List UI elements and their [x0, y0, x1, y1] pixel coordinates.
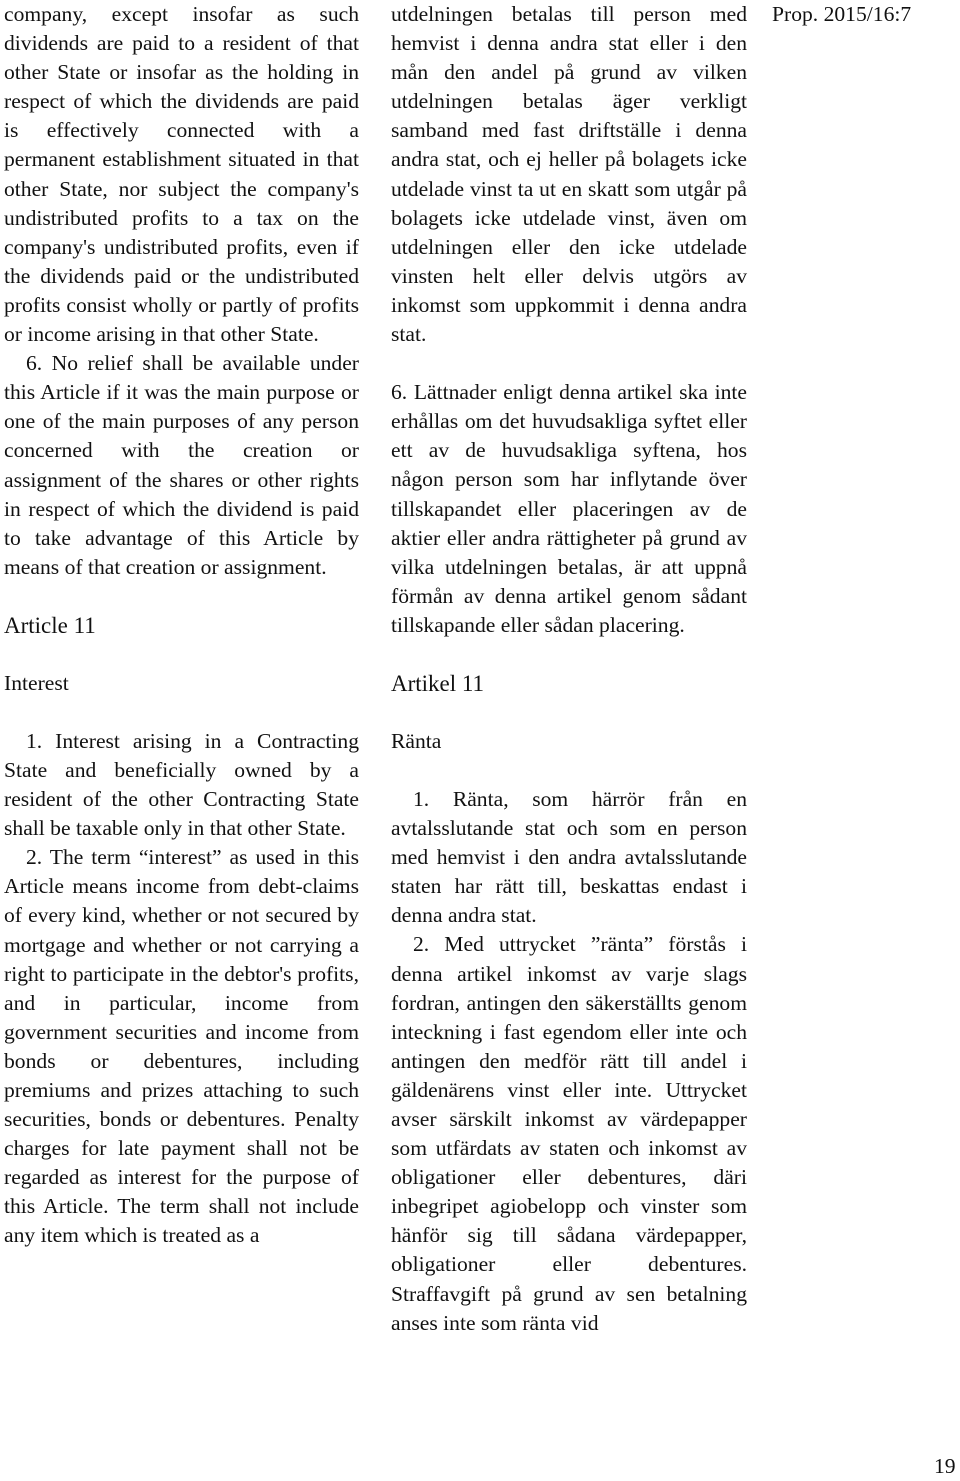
- english-article-subheading: Interest: [4, 670, 69, 695]
- spacer: [4, 582, 359, 611]
- swedish-paragraph-1: 1. Ränta, som härrör från en avtalsslutande stat och som en person med hemvist i den andra avtalsslutande staten har rätt till, beskattas endast i denna andra stat.: [391, 786, 747, 928]
- swedish-article-subheading: Ränta: [391, 728, 442, 753]
- swedish-paragraph-6: 6. Lättnader enligt denna artikel ska inte erhållas om det huvudsakliga syftet eller ett av de huvudsakliga syftena, hos någon person som har inflytande över tillskapandet eller placeringen av de aktier eller andra rättigheter på grund av vilka utdelningen betalas, är att uppnå förmån av denna artikel genom sådant tillskapande eller sådan placering.: [391, 380, 747, 637]
- spacer: [391, 349, 747, 378]
- swedish-paragraph-continued: utdelningen betalas till person med hemvist i denna andra stat eller i den mån den andel på grund av vilken utdelningen betalas äger verkligt samband med fast driftställe i denna andra stat, och ej heller på bolagets icke utdelade vinst ta ut en skatt som utgår på bolagets icke utdelade vinst, även om utdelningen eller den icke utdelade vinsten helt eller delvis utgörs av inkomst som uppkommit i denna andra stat.: [391, 2, 747, 347]
- swedish-article-heading: Artikel 11: [391, 670, 485, 696]
- english-paragraph-continued: company, except insofar as such dividends are paid to a resident of that other State or insofar as the holding in respect of which the dividends are paid is effectively connected with a permanent establishment situated in that other State, nor subject the company's undistributed profits to a tax on the company's undistributed profits, even if the dividends paid or the undistributed profits consist wholly or partly of profits or income arising in that other State.: [4, 2, 359, 347]
- english-article-heading: Article 11: [4, 612, 96, 638]
- proposition-label: Prop. 2015/16:7: [772, 2, 912, 26]
- english-paragraph-2: 2. The term “interest” as used in this Article means income from debt-claims of every kind, whether or not secured by mortgage and whether or not carrying a right to participate in the debtor's profits, and in particular, income from government securities and income from bonds or debentures, including premiums and prizes attaching to such securities, bonds or debentures. Penalty charges for late payment shall not be regarded as interest for the purpose of this Article. The term shall not include any item which is treated as a: [4, 845, 359, 1248]
- english-paragraph-6: 6. No relief shall be available under this Article if it was the main purpose or one of the main purposes of any person concerned with the creation or assignment of the shares or other rights in respect of which the dividend is paid to take advantage of this Article by means of that creation or assignment.: [4, 351, 359, 579]
- spacer: [391, 640, 747, 669]
- english-paragraph-1: 1. Interest arising in a Contracting State and beneficially owned by a resident of the other Contracting State shall be taxable only in that other State.: [4, 728, 359, 841]
- english-column: [4, 0, 359, 1251]
- spacer: [4, 698, 359, 727]
- swedish-paragraph-2: 2. Med uttrycket ”ränta” förstås i denna artikel inkomst av varje slags fordran, antingen den säkerställts genom inteckning i fast egendom eller inte och antingen den medför rätt till andel i gäldenärens vinst eller inte. Uttrycket avser särskilt inkomst av värdepapper som utfärdats av staten och inkomst av obligationer eller debentures, däri inbegripet agiobelopp och vinster som hänför sig till sådana värdepapper, obligationer eller debentures. Straffavgift på grund av sen betalning anses inte som ränta vid: [391, 932, 747, 1335]
- swedish-column: [391, 0, 747, 1338]
- spacer: [391, 698, 747, 727]
- spacer: [4, 640, 359, 669]
- spacer: [391, 756, 747, 785]
- page-number: 19: [934, 1454, 956, 1478]
